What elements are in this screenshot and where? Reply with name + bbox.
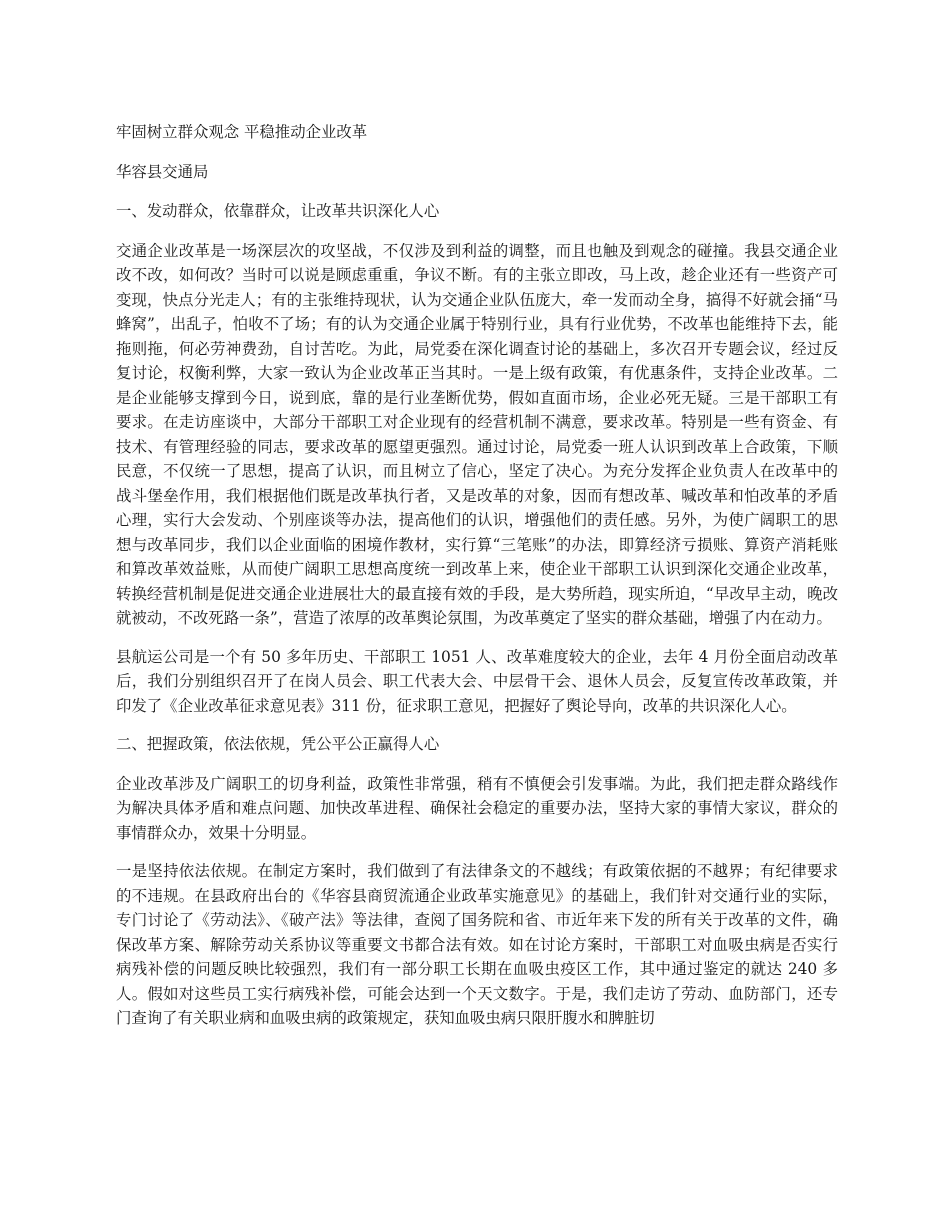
paragraph-1: 交通企业改革是一场深层次的攻坚战，不仅涉及到利益的调整，而且也触及到观念的碰撞。我县交通企业改不改，如何改？当时可以说是顾虑重重，争议不断。有的主张立即改，马上改，趁企业还有一些资产可变现，快点分光走人；有的主张维持现状，认为交通企业队伍庞大，牵一发而动全身，搞得不好就会捅“马蜂窝”，出乱子，怕收不了场；有的认为交通企业属于特别行业，具有行业优势，不改革也能维持下去，能拖则拖，何必劳神费劲，自讨苦吃。为此，局党委在深化调查讨论的基础上，多次召开专题会议，经过反复讨论，权衡利弊，大家一致认为企业改革正当其时。一是上级有政策，有优惠条件，支持企业改革。二是企业能够支撑到今日，说到底，靠的是行业垄断优势，假如直面市场，企业必死无疑。三是干部职工有要求。在走访座谈中，大部分干部职工对企业现有的经营机制不满意，要求改革。特别是一些有资金、有技术、有管理经验的同志，要求改革的愿望更强烈。通过讨论，局党委一班人认识到改革上合政策，下顺民意，不仅统一了思想，提高了认识，而且树立了信心，坚定了决心。为充分发挥企业负责人在改革中的战斗堡垒作用，我们根据他们既是改革执行者，又是改革的对象，因而有想改革、喊改革和怕改革的矛盾心理，实行大会发动、个别座谈等办法，提高他们的认识，增强他们的责任感。另外，为使广阔职工的思想与改革同步，我们以企业面临的困境作教材，实行算“三笔账”的办法，即算经济亏损账、算资产消耗账和算改革效益账，从而使广阔职工思想高度统一到改革上来，使企业干部职工认识到深化交通企业改革，转换经营机制是促进交通企业进展壮大的最直接有效的手段，是大势所趋，现实所迫，“早改早主动，晚改就被动，不改死路一条”，营造了浓厚的改革舆论氛围，为改革奠定了坚实的群众基础，增强了内在动力。	[116, 241, 838, 627]
document-author: 华容县交通局	[116, 162, 209, 181]
paragraph-3: 企业改革涉及广阔职工的切身利益，政策性非常强，稍有不慎便会引发事端。为此，我们把走群众路线作为解决具体矛盾和难点问题、加快改革进程、确保社会稳定的重要办法，坚持大家的事情大家议，群众的事情群众办，效果十分明显。	[116, 774, 838, 842]
paragraph-4: 一是坚持依法依规。在制定方案时，我们做到了有法律条文的不越线；有政策依据的不越界；有纪律要求的不违规。在县政府出台的《华容县商贸流通企业政革实施意见》的基础上，我们针对交通行业的实际，专门讨论了《劳动法》、《破产法》等法律，查阅了国务院和省、市近年来下发的所有关于改革的文件，确保改革方案、解除劳动关系协议等重要文书都合法有效。如在讨论方案时，干部职工对血吸虫病是否实行病残补偿的问题反映比较强烈，我们有一部分职工长期在血吸虫疫区工作，其中通过鉴定的就达 240 多人。假如对这些员工实行病残补偿，可能会达到一个天文数字。于是，我们走访了劳动、血防部门，还专门查询了有关职业病和血吸虫病的政策规定，获知血吸虫病只限肝腹水和脾脏切	[116, 862, 838, 1027]
paragraph-2: 县航运公司是一个有 50 多年历史、干部职工 1051 人、改革难度较大的企业，去年 4 月份全面启动改革后，我们分别组织召开了在岗人员会、职工代表大会、中层骨干会、退休人员会，反复宣传改革政策，并印发了《企业改革征求意见表》311 份，征求职工意见，把握好了舆论导向，改革的共识深化人心。	[116, 647, 838, 715]
section-heading-1: 一、发动群众，依靠群众，让改革共识深化人心	[116, 202, 440, 220]
document-page	[116, 120, 838, 1045]
document-title: 牢固树立群众观念 平稳推动企业改革	[116, 123, 368, 141]
section-heading-2: 二、把握政策，依法依规，凭公平公正赢得人心	[116, 735, 440, 753]
